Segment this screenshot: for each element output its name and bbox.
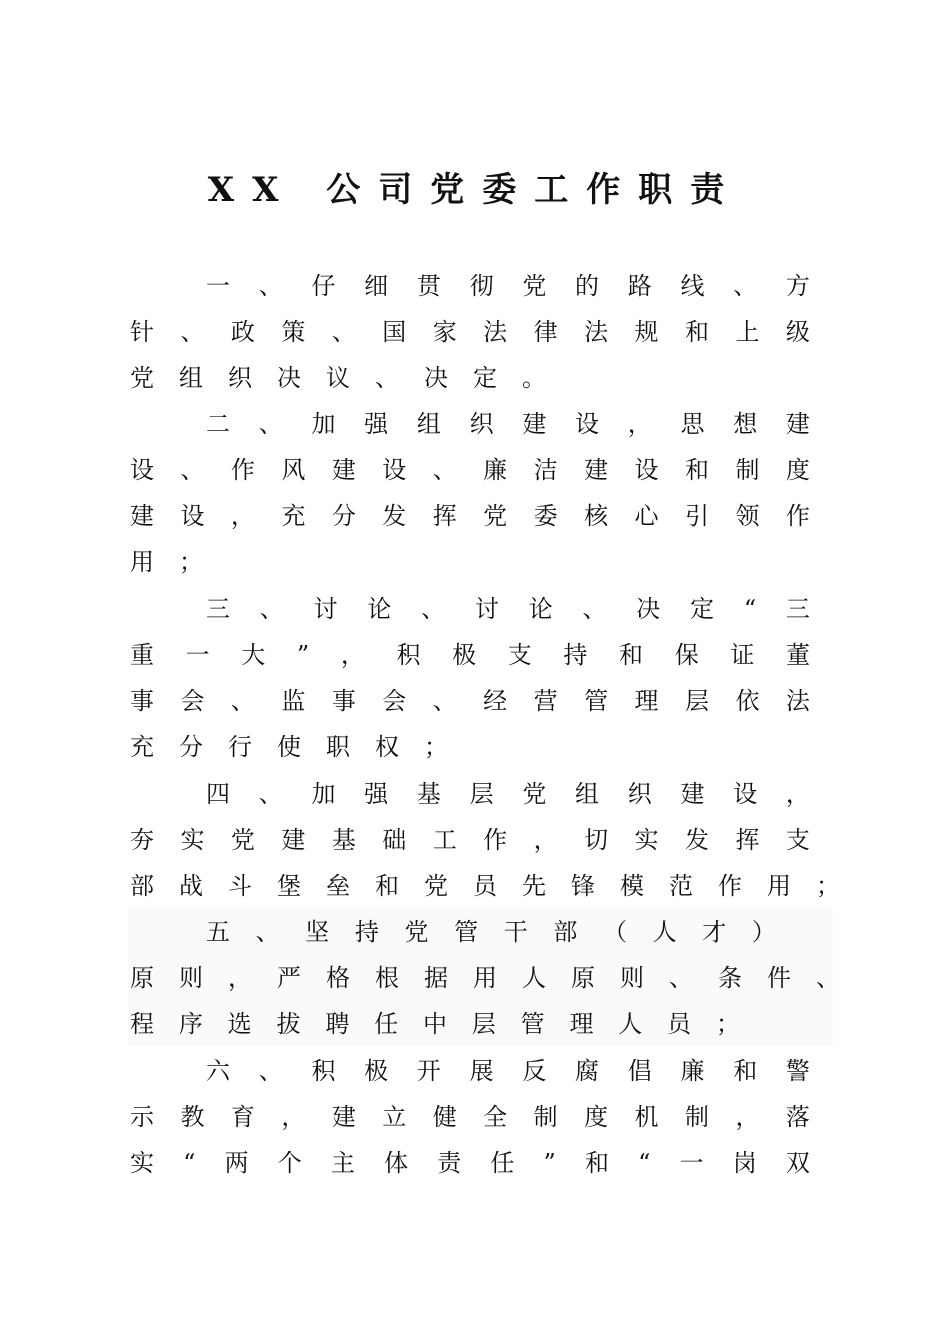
text-char: 建 [680, 780, 705, 808]
text-char: （ [603, 918, 627, 946]
text-char: 决 [636, 595, 661, 623]
text-char: 保 [674, 641, 699, 669]
text-char: 、 [421, 595, 446, 623]
text-char: 设 [634, 456, 659, 484]
text-char: 定 [690, 595, 715, 623]
text-char: 三 [785, 595, 810, 623]
text-char: 立 [382, 1103, 407, 1131]
text-char: 强 [364, 780, 389, 808]
text-char: 任 [374, 1010, 399, 1038]
text-char: 贯 [416, 272, 441, 300]
text-char: 序 [178, 1010, 203, 1038]
text-char: 经 [483, 687, 508, 715]
text-char: 全 [483, 1103, 508, 1131]
text-char: 、 [432, 687, 457, 715]
text-char: 证 [730, 641, 755, 669]
text-char: 条 [718, 964, 742, 992]
text-char: 上 [735, 318, 760, 346]
text-line [130, 542, 810, 582]
text-char: 规 [634, 318, 659, 346]
text-char: 原 [130, 964, 154, 992]
text-char: 、 [733, 272, 758, 300]
text-char: 层 [471, 1010, 496, 1038]
text-char: 和 [619, 641, 644, 669]
text-char: 职 [326, 733, 350, 761]
text-char: 格 [326, 964, 350, 992]
text-char: “ [183, 1149, 196, 1177]
text-char: 作 [230, 456, 255, 484]
text-char: 事 [130, 687, 154, 715]
text-char: 和 [684, 318, 709, 346]
text-char: 实 [634, 826, 659, 854]
text-char: 心 [634, 502, 659, 530]
text-char: 挥 [735, 826, 760, 854]
text-char: 强 [364, 410, 389, 438]
text-char: 、 [669, 964, 693, 992]
text-char: 线 [680, 272, 705, 300]
text-char: ” [543, 1149, 556, 1177]
text-char: 建 [584, 456, 609, 484]
text-char: 的 [575, 272, 600, 300]
text-char: 积 [311, 1057, 336, 1085]
text-char: 论 [528, 595, 553, 623]
text-char: 讨 [474, 595, 499, 623]
text-char: 会 [382, 687, 407, 715]
text-char: 支 [785, 826, 810, 854]
text-char: ） [751, 918, 776, 946]
text-char: ， [735, 1103, 760, 1131]
text-char: 针 [130, 318, 154, 346]
text-char: 事 [331, 687, 356, 715]
text-char: 才 [702, 918, 727, 946]
text-char: 组 [416, 410, 441, 438]
text-char: 彻 [469, 272, 494, 300]
text-char: 部 [553, 918, 578, 946]
text-char: 律 [533, 318, 558, 346]
text-char: 和 [584, 1149, 609, 1177]
text-char: 重 [130, 641, 154, 669]
text-char: 论 [367, 595, 392, 623]
text-char: 设 [180, 502, 205, 530]
text-line [130, 958, 840, 998]
text-char: 腐 [575, 1057, 600, 1085]
text-char: 员 [667, 1010, 692, 1038]
text-char: 层 [469, 780, 494, 808]
text-char: 充 [281, 502, 306, 530]
text-char: “ [743, 595, 757, 623]
text-char: 六 [206, 1057, 230, 1085]
text-char: 讨 [313, 595, 338, 623]
text-char: 管 [520, 1010, 545, 1038]
text-char: 制 [684, 1103, 709, 1131]
text-char: 育 [230, 1103, 255, 1131]
text-char: ， [785, 780, 810, 808]
text-char: 政 [230, 318, 255, 346]
text-char: 警 [785, 1057, 810, 1085]
text-char: 切 [584, 826, 609, 854]
text-char: ； [816, 872, 840, 900]
text-char: 选 [227, 1010, 252, 1038]
text-char: 思 [680, 410, 705, 438]
text-char: 四 [206, 780, 230, 808]
text-char: 层 [684, 687, 709, 715]
text-line [206, 589, 810, 629]
text-char: 用 [130, 548, 154, 576]
text-line [130, 1097, 810, 1137]
text-char: 实 [130, 1149, 154, 1177]
text-char: ， [228, 964, 252, 992]
text-char: 、 [331, 318, 356, 346]
text-char: 廉 [483, 456, 508, 484]
text-char: 体 [384, 1149, 409, 1177]
text-char: 设 [575, 410, 600, 438]
text-char: 聘 [325, 1010, 350, 1038]
text-line [130, 820, 810, 860]
text-char: 、 [816, 964, 840, 992]
text-char: 权 [375, 733, 399, 761]
text-char: 充 [130, 733, 154, 761]
text-char: 党 [522, 780, 547, 808]
text-char: 制 [735, 456, 760, 484]
text-char: 人 [522, 964, 546, 992]
text-char: 主 [330, 1149, 355, 1177]
text-char: 大 [241, 641, 266, 669]
text-char: ； [179, 548, 203, 576]
text-char: 堡 [277, 872, 301, 900]
text-char: 委 [533, 502, 558, 530]
text-char: 理 [569, 1010, 594, 1038]
text-char: 五 [206, 918, 230, 946]
text-line [130, 496, 810, 536]
text-char: 岗 [732, 1149, 757, 1177]
text-char: ” [296, 641, 310, 669]
text-char: 。 [522, 364, 546, 392]
text-char: 支 [507, 641, 532, 669]
text-char: 党 [483, 502, 508, 530]
text-char: ， [627, 410, 652, 438]
text-char: 则 [620, 964, 644, 992]
text-char: 锋 [571, 872, 595, 900]
text-char: 基 [331, 826, 356, 854]
text-line [206, 266, 810, 306]
text-line [130, 727, 810, 767]
text-char: 二 [206, 410, 230, 438]
text-char: 、 [432, 456, 457, 484]
text-char: 建 [281, 826, 306, 854]
text-char: 核 [584, 502, 609, 530]
text-char: 设 [130, 456, 154, 484]
text-char: 议 [326, 364, 350, 392]
text-char: 机 [634, 1103, 659, 1131]
text-char: 员 [473, 872, 497, 900]
text-char: 极 [364, 1057, 389, 1085]
text-char: 策 [281, 318, 306, 346]
text-char: 极 [452, 641, 477, 669]
text-char: 部 [130, 872, 154, 900]
text-char: 度 [785, 456, 810, 484]
text-char: 人 [652, 918, 677, 946]
text-char: 持 [563, 641, 588, 669]
text-char: 基 [416, 780, 441, 808]
text-char: 度 [584, 1103, 609, 1131]
text-char: 领 [735, 502, 760, 530]
text-char: 先 [522, 872, 546, 900]
text-char: 级 [785, 318, 810, 346]
text-char: 织 [627, 780, 652, 808]
text-char: 引 [684, 502, 709, 530]
text-char: 落 [785, 1103, 810, 1131]
text-char: 一 [185, 641, 210, 669]
text-char: 三 [206, 595, 230, 623]
text-char: 法 [584, 318, 609, 346]
text-char: 党 [130, 364, 154, 392]
text-char: 夯 [130, 826, 154, 854]
text-char: 家 [432, 318, 457, 346]
text-char: 拔 [276, 1010, 301, 1038]
text-char: ， [230, 502, 255, 530]
text-char: 决 [277, 364, 301, 392]
text-char: 持 [354, 918, 379, 946]
text-char: 理 [634, 687, 659, 715]
text-char: 开 [416, 1057, 441, 1085]
text-char: 双 [785, 1149, 810, 1177]
text-char: 组 [179, 364, 203, 392]
text-char: 、 [230, 687, 255, 715]
text-char: 健 [432, 1103, 457, 1131]
text-line [130, 312, 810, 352]
text-char: ， [281, 1103, 306, 1131]
text-char: 建 [522, 410, 547, 438]
text-char: 党 [230, 826, 255, 854]
text-char: 营 [533, 687, 558, 715]
text-char: 工 [432, 826, 457, 854]
text-char: 发 [684, 826, 709, 854]
text-char: 、 [258, 410, 283, 438]
text-char: 教 [180, 1103, 205, 1131]
text-char: 据 [424, 964, 448, 992]
text-char: “ [638, 1149, 651, 1177]
text-char: 坚 [305, 918, 330, 946]
text-char: 织 [228, 364, 252, 392]
text-char: 垒 [326, 872, 350, 900]
text-char: 严 [277, 964, 301, 992]
text-char: ， [340, 641, 365, 669]
text-char: ； [715, 1010, 740, 1038]
text-char: 作 [785, 502, 810, 530]
text-char: 依 [735, 687, 760, 715]
text-char: 建 [785, 410, 810, 438]
text-char: 两 [224, 1149, 249, 1177]
text-char: 设 [733, 780, 758, 808]
text-char: 、 [259, 595, 284, 623]
text-char: 设 [382, 456, 407, 484]
text-char: 人 [618, 1010, 643, 1038]
text-char: 党 [522, 272, 547, 300]
text-char: 根 [375, 964, 399, 992]
text-char: 任 [490, 1149, 515, 1177]
text-line [206, 404, 810, 444]
text-line [206, 774, 810, 814]
text-char: 则 [179, 964, 203, 992]
text-char: ； [424, 733, 448, 761]
text-char: 战 [179, 872, 203, 900]
text-char: 原 [571, 964, 595, 992]
text-line [130, 450, 810, 490]
text-char: 和 [375, 872, 399, 900]
text-char: 方 [785, 272, 810, 300]
text-char: 件 [767, 964, 791, 992]
text-line [206, 1051, 810, 1091]
text-char: 责 [437, 1149, 462, 1177]
text-char: 会 [180, 687, 205, 715]
text-char: 路 [627, 272, 652, 300]
text-char: 管 [454, 918, 479, 946]
text-char: 和 [733, 1057, 758, 1085]
text-char: 倡 [627, 1057, 652, 1085]
text-char: 廉 [680, 1057, 705, 1085]
text-char: 细 [364, 272, 389, 300]
text-char: 展 [469, 1057, 494, 1085]
text-char: 作 [483, 826, 508, 854]
text-char: 建 [331, 456, 356, 484]
text-char: 定 [473, 364, 497, 392]
text-char: 中 [422, 1010, 447, 1038]
text-line [130, 1143, 810, 1183]
text-char: 程 [130, 1010, 154, 1038]
text-char: 制 [533, 1103, 558, 1131]
text-char: 党 [424, 872, 448, 900]
text-char: 决 [424, 364, 448, 392]
text-char: 织 [469, 410, 494, 438]
text-line [130, 358, 810, 398]
text-char: 作 [718, 872, 742, 900]
text-char: 、 [582, 595, 607, 623]
text-char: 董 [785, 641, 810, 669]
text-char: 、 [180, 318, 205, 346]
text-char: 加 [311, 780, 336, 808]
text-char: 个 [277, 1149, 302, 1177]
text-char: 、 [258, 272, 283, 300]
text-char: ， [533, 826, 558, 854]
text-char: 建 [130, 502, 154, 530]
text-char: 、 [375, 364, 399, 392]
text-char: 和 [684, 456, 709, 484]
text-char: 监 [281, 687, 306, 715]
text-char: 范 [669, 872, 693, 900]
text-char: 用 [767, 872, 791, 900]
text-char: 实 [180, 826, 205, 854]
text-char: 想 [733, 410, 758, 438]
text-char: 挥 [432, 502, 457, 530]
text-line [130, 1004, 740, 1044]
text-char: 国 [382, 318, 407, 346]
text-char: 反 [522, 1057, 547, 1085]
text-line [130, 681, 810, 721]
text-char: 发 [382, 502, 407, 530]
text-char: 洁 [533, 456, 558, 484]
text-char: 、 [180, 456, 205, 484]
text-char: 、 [258, 780, 283, 808]
text-char: 管 [584, 687, 609, 715]
text-char: 建 [331, 1103, 356, 1131]
text-line [130, 866, 840, 906]
text-char: 加 [311, 410, 336, 438]
text-char: 组 [575, 780, 600, 808]
text-char: 一 [206, 272, 230, 300]
text-char: 分 [331, 502, 356, 530]
text-char: 风 [281, 456, 306, 484]
text-char: 础 [382, 826, 407, 854]
text-char: 使 [277, 733, 301, 761]
text-char: 法 [785, 687, 810, 715]
text-char: 斗 [228, 872, 252, 900]
text-char: 仔 [311, 272, 336, 300]
text-char: 、 [255, 918, 280, 946]
text-char: 用 [473, 964, 497, 992]
text-line [130, 635, 810, 675]
text-char: 积 [396, 641, 421, 669]
text-char: 模 [620, 872, 644, 900]
text-char: 分 [179, 733, 203, 761]
text-char: 干 [503, 918, 528, 946]
text-char: 法 [483, 318, 508, 346]
text-char: 示 [130, 1103, 154, 1131]
text-line [206, 912, 776, 952]
text-char: 行 [228, 733, 252, 761]
text-char: 一 [679, 1149, 704, 1177]
page-title: XX 公司党委工作职责 [207, 170, 743, 210]
text-char: 党 [404, 918, 429, 946]
text-char: 、 [258, 1057, 283, 1085]
